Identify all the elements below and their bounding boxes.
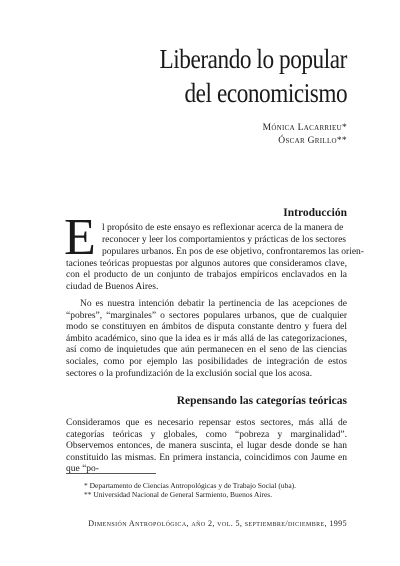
section-heading-introduccion: Introducción [283,207,347,219]
author-2: Óscar Grillo** [278,136,347,146]
journal-footer: Dimensión Antropológica, año 2, vol. 5, septiembre/diciembre, 1995 [88,519,347,528]
paragraph-2: No es nuestra intención debatir la pertinencia de las acepciones de “pobres”, “marginales” o sectores populares urbanos, que de cualquier modo se constituyen en ámbitos de disputa constante dentro y fuera del ámbito académico, sino que la idea es ir más allá de las categorizaciones, así como de inquietudes que aún permanecen en el seno de las ciencias sociales, como por ejemplo las posibilidades de integración de estos sectores o la profundización de la exclusión social que los acosa. [66,299,347,379]
paragraph-1-line-1: l propósito de este ensayo es reflexionar acerca de la manera de [102,223,344,233]
article-title-line-1: Liberando lo popular [159,44,347,74]
footnote-2: ** Universidad Nacional de General Sarmiento, Buenos Aires. [84,490,273,499]
drop-cap: E [64,209,96,266]
section-heading-categorias: Repensando las categorías teóricas [176,395,347,407]
paragraph-3: Consideramos que es necesario repensar estos sectores, más allá de categorías teóricas y globales, como “pobreza y marginalidad”. Observemos entonces, de manera suscinta, el lugar desde donde se han constituido las mismas. En primera instancia, coincidimos con Jaume en que “po- [66,418,347,475]
footnote-divider [66,473,156,474]
footnote-1: * Departamento de Ciencias Antropológicas y de Trabajo Social (uba). [84,481,297,490]
paragraph-1-opening [102,223,347,246]
author-1: Mónica Lacarrieu* [262,123,347,133]
paragraph-1-rest: taciones teóricas propuestas por algunos autores que consideramos clave, con el producto de un conjunto de trabajos empíricos enclavados en la ciudad de Buenos Aires. [66,258,347,292]
paragraph-1-line-3: populares urbanos. En pos de ese objetivo, confrontaremos las orien- [102,247,364,257]
paragraph-1-line-2: reconocer y leer los comportamientos y prácticas de los sectores [102,234,347,245]
article-title-line-2: del economicismo [184,78,347,108]
paragraph-1-continued [66,247,364,293]
